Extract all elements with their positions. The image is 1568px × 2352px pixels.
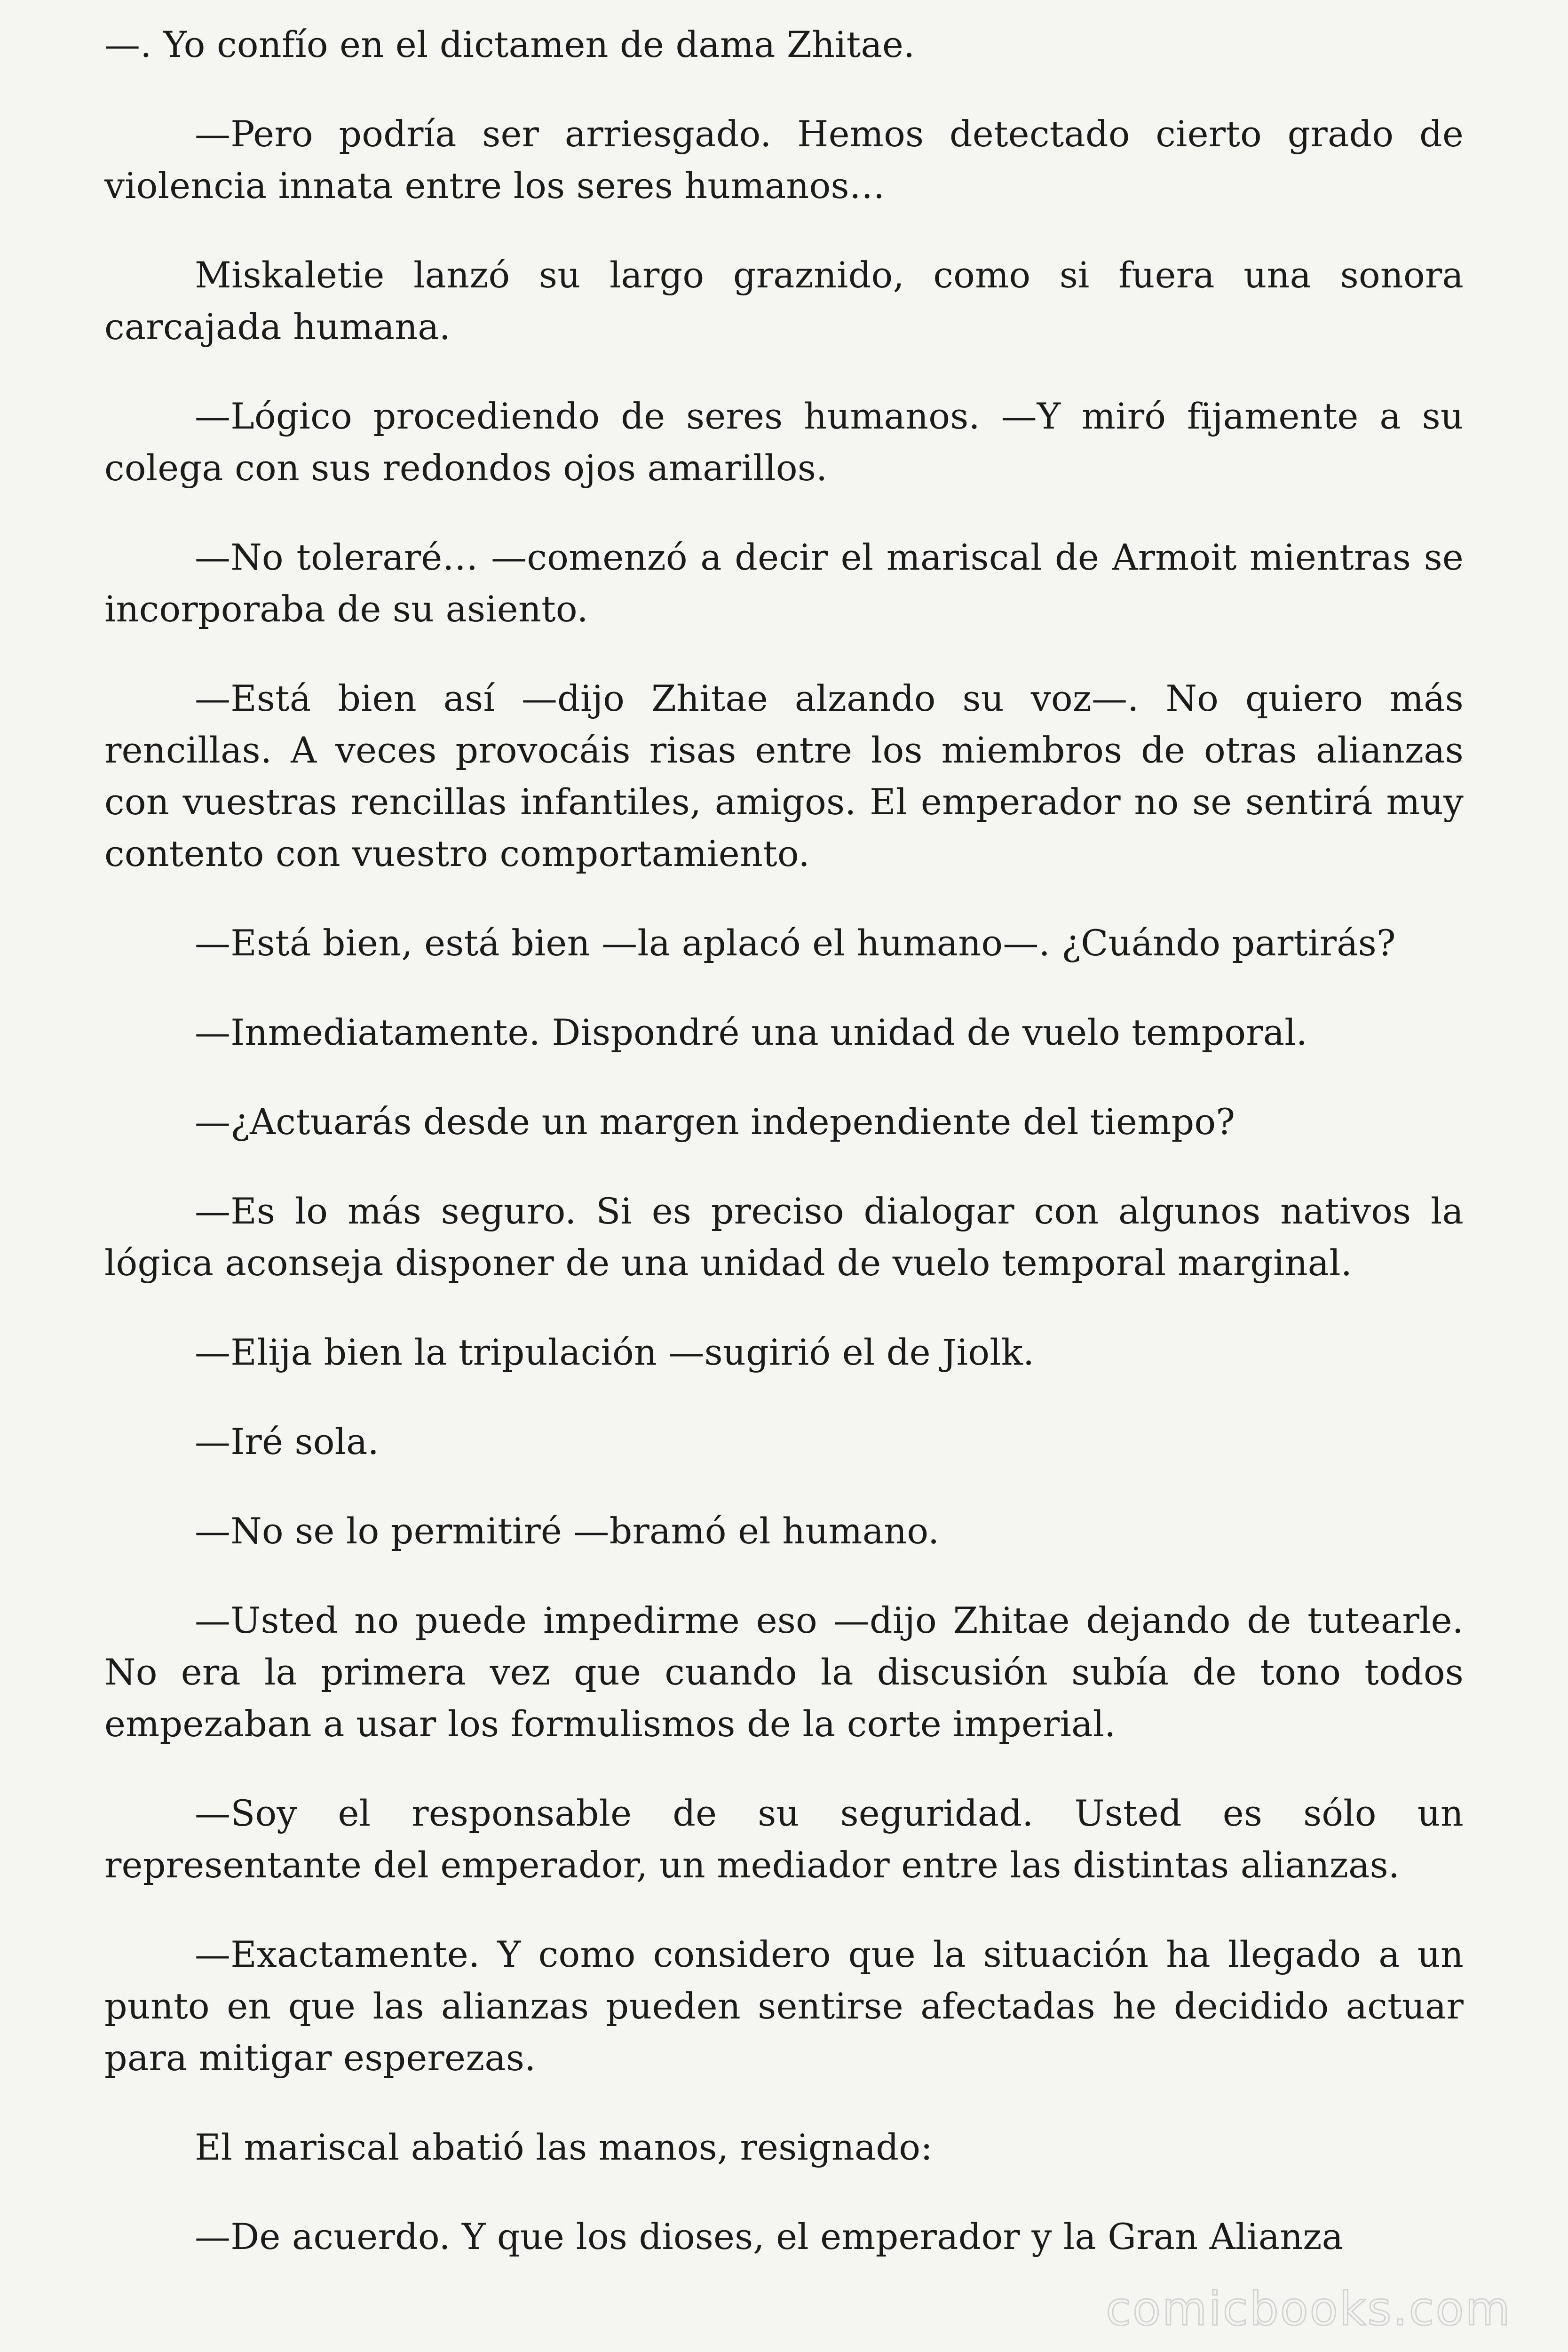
paragraph-12: —Iré sola.	[195, 1421, 380, 1462]
paragraph-17: El mariscal abatió las manos, resignado:	[195, 2126, 933, 2168]
paragraph-14: —Usted no puede impedirme eso —dijo Zhitae dejando de tutearle. No era la primera vez que cuando la discusión subía de tono todos empezaban a usar los formulismos de la corte imperial.	[104, 1599, 1464, 1745]
paragraph-8: —Inmediatamente. Dispondré una unidad de vuelo temporal.	[195, 1011, 1308, 1053]
paragraph-13: —No se lo permitiré —bramó el humano.	[195, 1510, 940, 1552]
paragraph-1: —. Yo confío en el dictamen de dama Zhitae.	[104, 24, 915, 65]
paragraph-11: —Elija bien la tripulación —sugirió el de Jiolk.	[195, 1331, 1035, 1373]
paragraph-2: —Pero podría ser arriesgado. Hemos detectado cierto grado de violencia innata entre los seres humanos…	[104, 113, 1464, 207]
paragraph-5: —No toleraré… —comenzó a decir el mariscal de Armoit mientras se incorporaba de su asiento.	[104, 536, 1464, 630]
paragraph-9: —¿Actuarás desde un margen independiente del tiempo?	[195, 1101, 1235, 1143]
paragraph-6: —Está bien así —dijo Zhitae alzando su voz—. No quiero más rencillas. A veces provocáis risas entre los miembros de otras alianzas con vuestras rencillas infantiles, amigos. El emperador no se sentirá muy contento con vuestro comportamiento.	[104, 677, 1464, 874]
paragraph-10: —Es lo más seguro. Si es preciso dialogar con algunos nativos la lógica aconseja disponer de una unidad de vuelo temporal marginal.	[104, 1190, 1464, 1284]
document-page	[104, 19, 1464, 2300]
watermark: comicbooks.com	[1106, 2282, 1512, 2336]
paragraph-3: Miskaletie lanzó su largo graznido, como si fuera una sonora carcajada humana.	[104, 254, 1464, 348]
paragraph-15: —Soy el responsable de su seguridad. Usted es sólo un representante del emperador, un mediador entre las distintas alianzas.	[104, 1792, 1464, 1886]
paragraph-4: —Lógico procediendo de seres humanos. —Y miró fijamente a su colega con sus redondos ojos amarillos.	[104, 395, 1464, 489]
paragraph-18: —De acuerdo. Y que los dioses, el emperador y la Gran Alianza	[195, 2216, 1344, 2257]
paragraph-7: —Está bien, está bien —la aplacó el humano—. ¿Cuándo partirás?	[195, 922, 1396, 964]
paragraph-16: —Exactamente. Y como considero que la situación ha llegado a un punto en que las alianzas pueden sentirse afectadas he decidido actuar para mitigar esperezas.	[104, 1933, 1464, 2079]
